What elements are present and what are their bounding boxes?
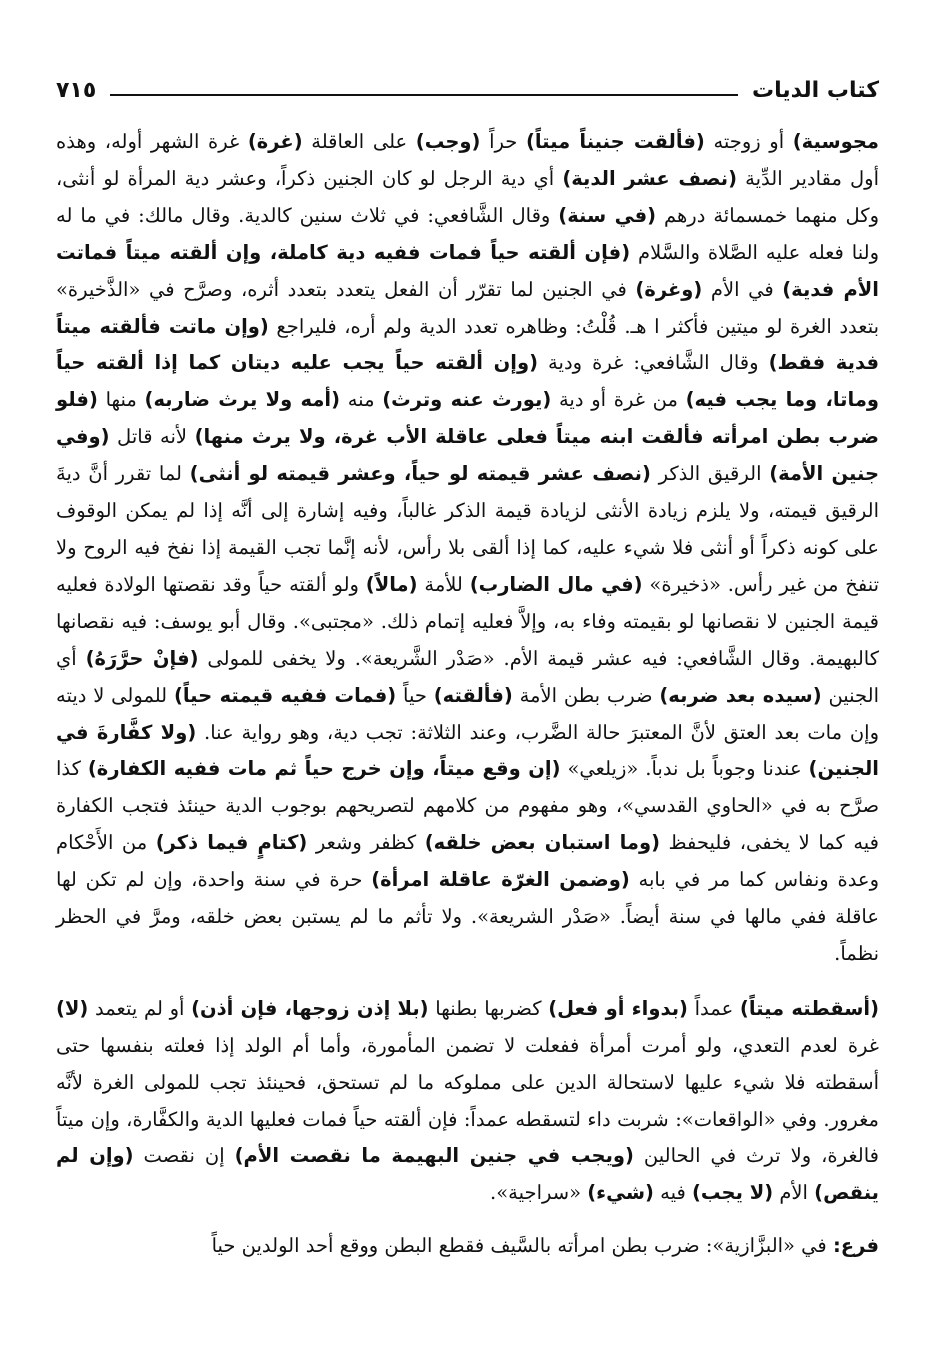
sharh-text: من غرة أو دية [551,388,686,412]
sharh-text: منها [97,388,145,412]
paragraph-1 [56,124,879,973]
matn-text: (سيده بعد ضربه) [659,683,822,707]
sharh-text: في الجنين لما تقرّر أن الفعل يتعدد بتعدد أثره، وصرَّح في «الذَّخيرة» بتعدد الغرة لو ميتين فأكثر ا هـ. قُلْتُ: وظاهره تعدد الدية ولم أره، فليراجع [56,277,880,338]
matn-text: (ولا كفَّارةَ في الجنين) [56,720,879,781]
chapter-title: كتاب الديات [752,77,879,103]
sharh-text: حياً [396,683,434,707]
sharh-text: للمولى لا ديته وإن مات بعد العتق لأنَّ المعتبرَ حالة الضَّرب، وعند الثلاثة: تجب دية، وهو رواية عنا. [56,683,880,744]
matn-text: (وغرة) [635,277,703,301]
matn-text: مجوسية) [792,130,879,153]
matn-text: (فلو ضرب بطن امرأته فألقت ابنه ميتاً فعلى عاقلة الأب غرة، ولا يرث منها) [56,388,879,449]
matn-text: (مالاً) [365,572,418,596]
matn-text: (نصف عشر الدية) [562,166,738,190]
matn-text: (بدواء أو فعل) [548,996,688,1020]
paragraph-2 [56,991,879,1212]
sharh-text: في «البزَّازية»: ضرب بطن امرأته بالسَّيف فقطع البطن ووقع أحد الولدين حياً [211,1234,833,1258]
sharh-text: حراً [480,130,526,153]
sharh-text: كظفر وشعر [307,831,425,855]
matn-text: (فألقت جنيناً ميتاً) [525,130,705,153]
matn-text: (شيء) [587,1181,654,1205]
matn-text: (وفي جنين الأمة) [56,425,880,486]
sharh-text: لما تقرر أنَّ ديةَ الرقيق قيمته، ولا يلزم زيادة الأنثى لزيادة قيمة الذكر غالباً، وفيه إشارة إلى أنَّه إذا لم يمكن الوقوف على كونه ذكراً أو أنثى فلا شيء عليه، كما إذا ألقى بلا رأس، لأنه إنَّما تجب القيمة إذا نفخ فيه الروح ولا تنفخ من غير رأس. «ذخيرة» [56,462,880,596]
sharh-text: الرقيق الذكر [650,462,770,486]
sharh-text: ضرب بطن الأمة [512,683,660,707]
header-rule [110,94,738,96]
sharh-text: على العاقلة [302,130,416,153]
matn-text: (وإن لم ينقص) [56,1144,879,1205]
page-number: ٧١٥ [56,77,97,103]
sharh-text: حرة في سنة واحدة، وإن لم تكن لها عاقلة ففي مالها في سنة أيضاً. «صَدْر الشريعة». ولا تأثم ما لم يستبن بعض خلقه، ومرَّ في الحظر نظماً. [56,868,879,965]
matn-text: (وما استبان بعض خلقه) [424,831,661,855]
sharh-text: الأم [773,1181,815,1205]
matn-text: (لا يجب) [691,1181,774,1205]
sharh-text: أو لم يتعمد [88,996,192,1020]
sharh-text: عمداً [687,996,740,1020]
sharh-text: أو زوجته [704,130,793,153]
sharh-text: في الأم [702,277,783,301]
sharh-text: ولو ألقته حياً وقد نقصتها الولادة فعليه قيمة الجنين لا نقصانها لو بقيمته وفاء به، وإلاَّ فعليه إتمام ذلك. «مجتبى». وقال أبو يوسف: فيه نقصانها كالبهيمة. وقال الشَّافعي: فيه عشر قيمة الأم. «صَدْر الشَّريعة». ولا يخفى للمولى [56,572,879,670]
sharh-text: كذا صرَّح به في «الحاوي القدسي»، وهو مفهوم من كلامهم لتصريحهم بوجوب الدية حينئذ فتجب الكفارة فيه كما لا يخفى، فليحفظ [56,757,880,855]
matn-text: (فألقته) [433,683,513,707]
matn-text: (يورث عنه وترث) [382,388,552,412]
matn-text: (كتامٍ فيما ذكر) [155,831,308,855]
page-header [56,72,879,108]
matn-text: (وجب) [415,130,481,153]
matn-text: (لا) [56,996,89,1020]
sharh-text: أي الجنين [56,646,880,707]
matn-text: (وضمن الغرّة عاقلة امرأة) [371,868,630,892]
sharh-text: لأنه قاتل [109,425,195,449]
matn-text: (بلا إذن زوجها، فإن أذن) [191,996,429,1020]
sharh-text: من الأَحْكام وعدة ونفاس كما مر في بابه [56,831,879,892]
matn-text: (أسقطته ميتاً) [739,996,880,1020]
sharh-text: للأمة [417,572,470,596]
sharh-text: كضربها بطنها [428,996,549,1020]
matn-text: (وإن ماتت فألقته ميتاً فدية فقط) [56,314,879,375]
matn-text: (وإن ألقته حياً يجب عليه ديتان كما إذا ألقته حياً وماتا، وما يجب فيه) [56,351,880,412]
matn-text: (فإن ألقته حياً فمات ففيه دية كاملة، وإن ألقته ميتاً فماتت الأم فدية) [56,240,879,301]
sharh-text: غرة لعدم التعدي، ولو أمرت أمرأة ففعلت لا تضمن المأمورة، وأما أم الولد إذا فعلته بنفسها حتى أسقطته فلا شيء عليها لاستحالة الدين على مملوكه ما لم تستحق، فحينئذ تجب للمولى الغرة لأنَّه مغرور. وفي «الواقعات»: شربت داء لتسقطه عمداً: فإن ألقته حياً فمات فعليها الدية والكفَّارة، وإن ميتاً فالغرة، ولا ترث في الحالين [56,1033,879,1168]
sharh-text: إن نقصت [133,1144,235,1168]
sharh-text: «سراجية». [490,1181,588,1205]
matn-text: فرع: [832,1234,879,1258]
page-body [56,124,879,1265]
sharh-text: فيه [653,1181,692,1205]
sharh-text: أي دية الرجل لو كان الجنين ذكراً، وعشر دية المرأة لو أنثى، وكل منهما خمسمائة درهم [56,166,879,227]
paragraph-3 [56,1228,879,1265]
sharh-text: منه [340,388,383,412]
sharh-text: وقال الشَّافعي: في ثلاث سنين كالدية. وقال مالك: في ما له ولنا فعله عليه الصَّلاة والسَّلام [56,203,879,264]
matn-text: (في مال الضارب) [469,572,643,596]
sharh-text: عندنا وجوباً بل ندباً. «زيلعي» [560,757,809,781]
sharh-text: غرة الشهر أوله، وهذه أول مقادير الدِّية [56,130,880,190]
matn-text: (إن وقع ميتاً، وإن خرج حياً ثم مات ففيه الكفارة) [87,757,561,781]
matn-text: (في سنة) [558,203,657,227]
sharh-text: وقال الشَّافعي: غرة ودية [538,351,769,375]
matn-text: (ويجب في جنين البهيمة ما نقصت الأم) [234,1144,634,1168]
matn-text: (نصف عشر قيمته لو حياً، وعشر قيمته لو أنثى) [189,462,651,486]
matn-text: (فمات ففيه قيمته حياً) [173,683,397,707]
matn-text: (فإنْ حرَّرَهُ) [85,646,199,670]
matn-text: (غرة) [247,130,303,153]
matn-text: (أمه ولا يرث ضاربه) [144,388,341,412]
